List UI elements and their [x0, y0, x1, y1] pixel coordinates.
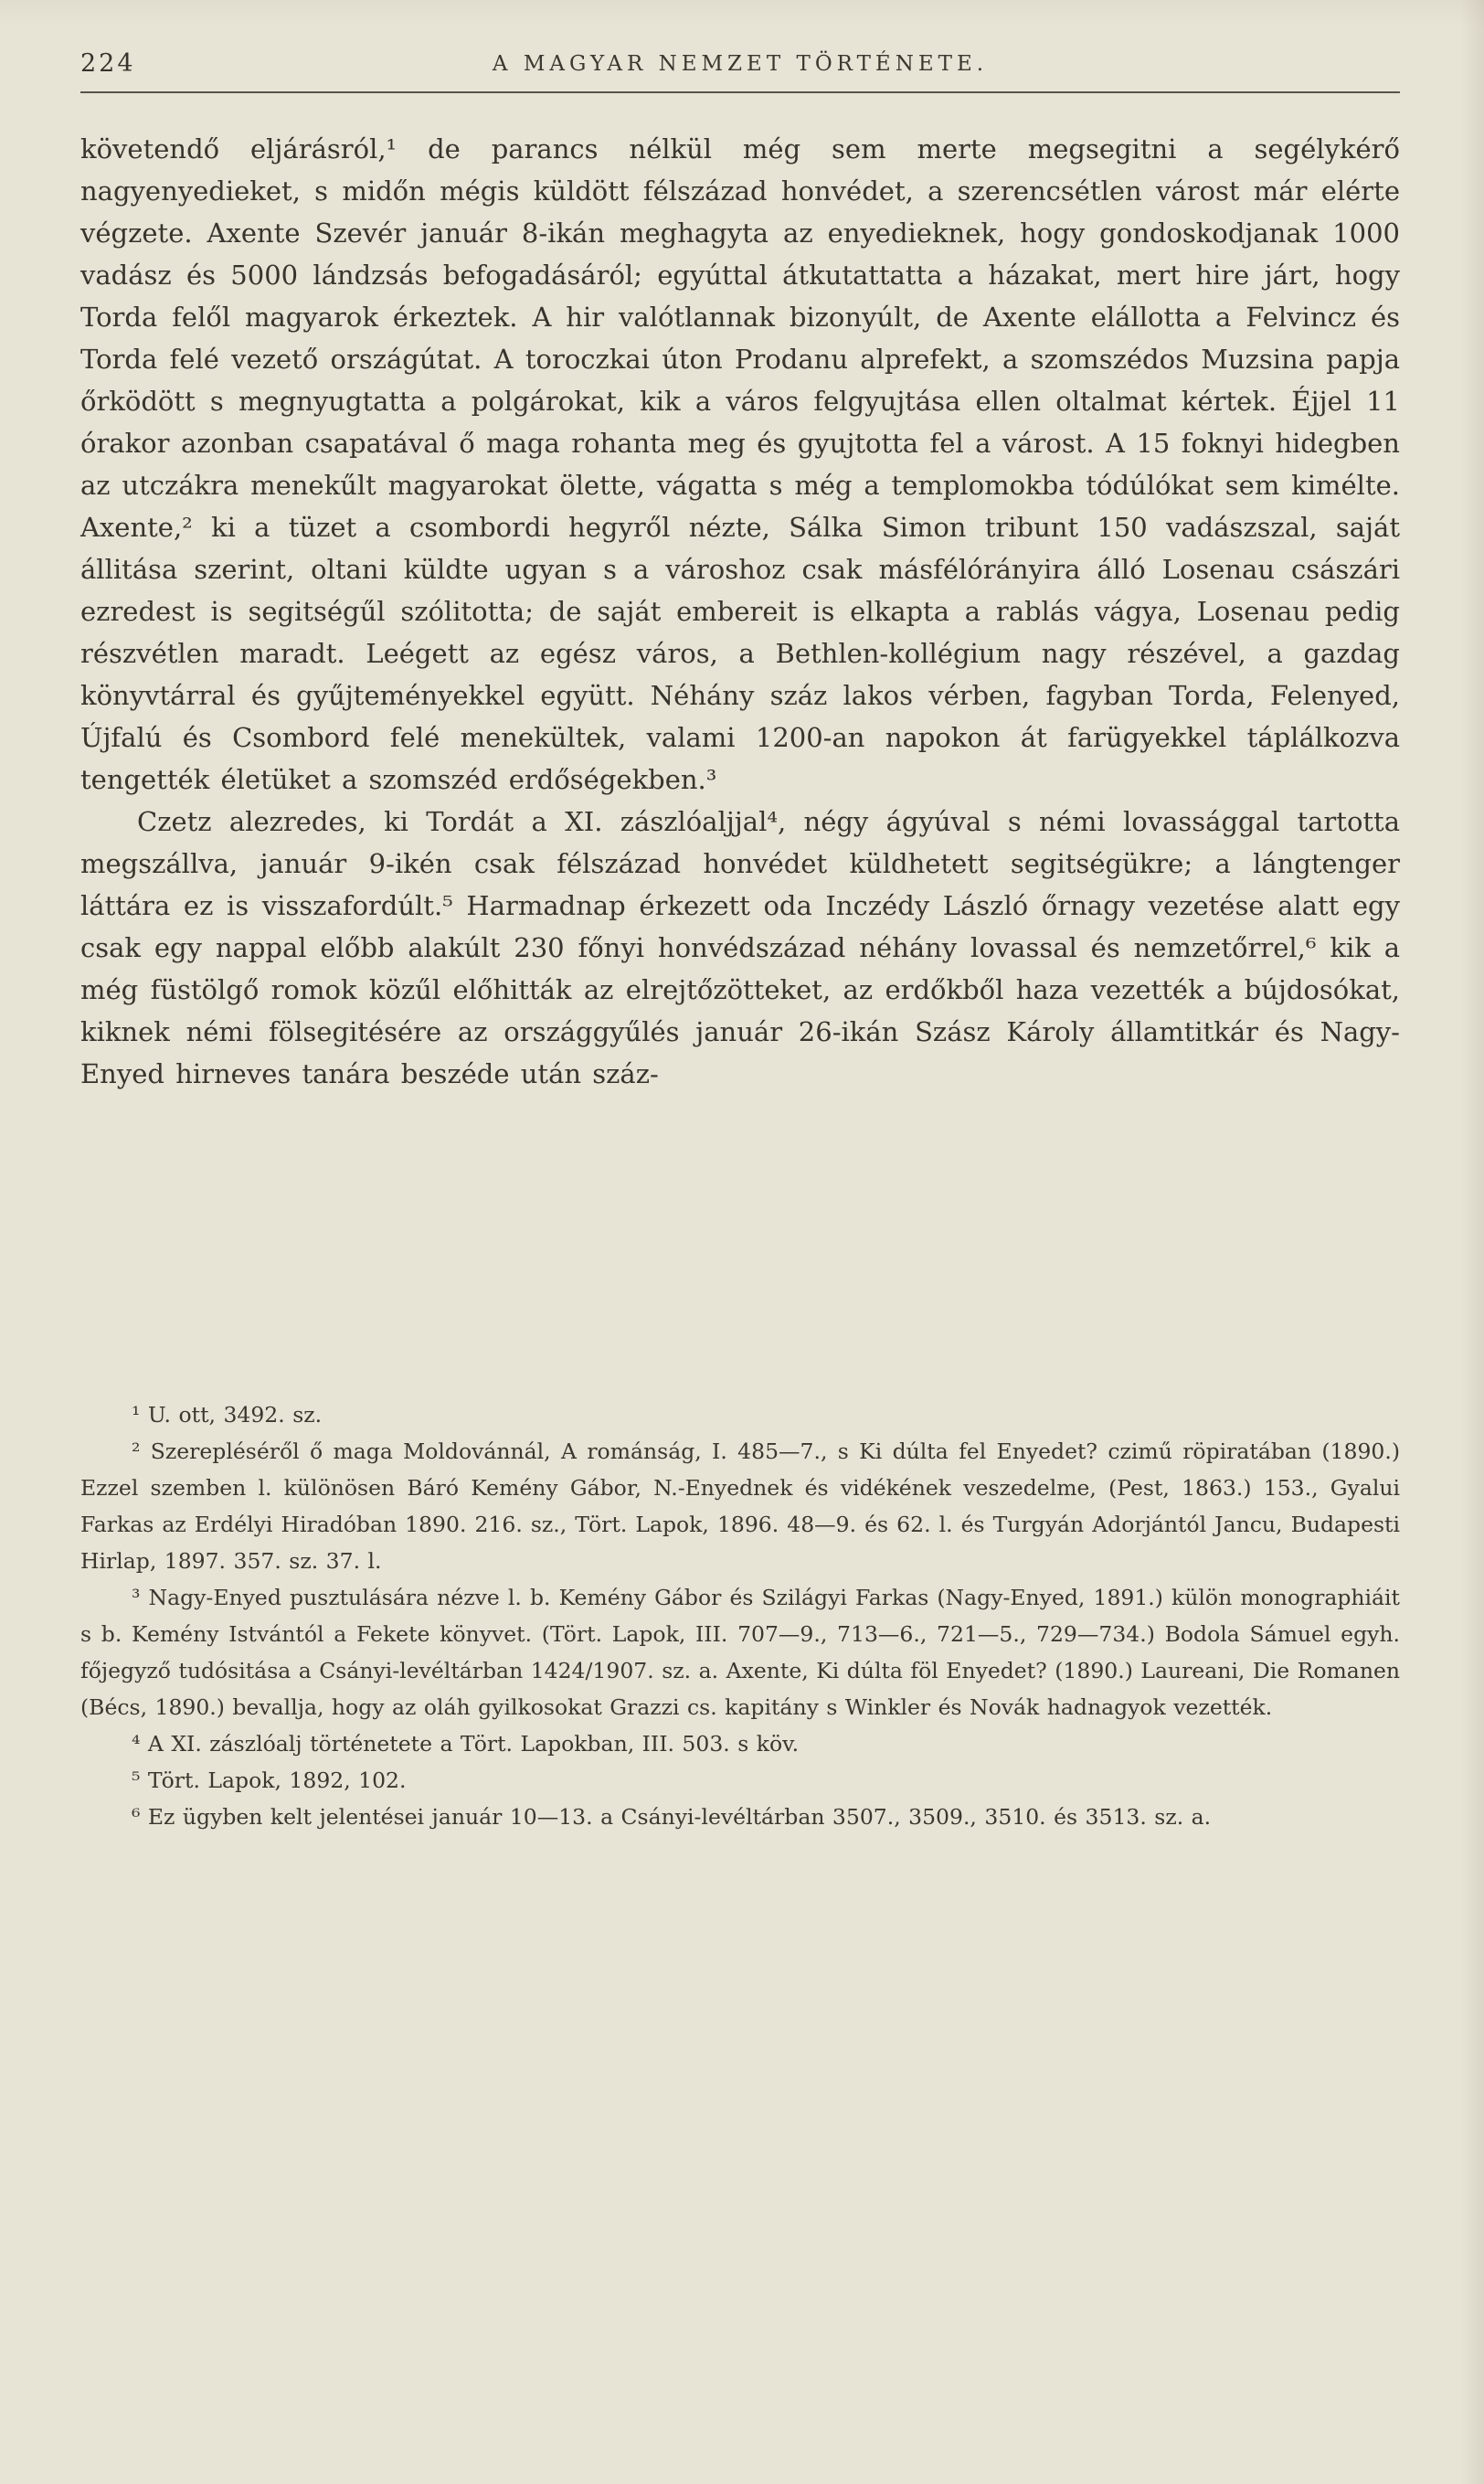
running-title: A MAGYAR NEMZET TÖRTÉNETE.	[492, 52, 989, 76]
footnote-6: ⁶ Ez ügyben kelt jelentései január 10—13. a Csányi-levéltárban 3507., 3509., 3510. és 3513. sz. a.	[132, 1804, 1212, 1830]
paragraph-1: követendő eljárásról,¹ de parancs nélkül még sem merte megsegitni a segélykérő nagyenyedieket, s midőn mégis küldött félszázad honvédet, a szerencsétlen várost már elérte végzete. Axente Szevér január 8-ikán meghagyta az enyedieknek, hogy gondoskodjanak 1000 vadász és 5000 lándzsás befogadásáról; egyúttal átkutattatta a házakat, mert hire járt, hogy Torda felől magyarok érkeztek. A hir valótlannak bizonyúlt, de Axente elállotta a Felvincz és Torda felé vezető országútat. A toroczkai úton Prodanu alprefekt, a szomszédos Muzsina papja őrködött s megnyugtatta a polgárokat, kik a város felgyujtása ellen oltalmat kértek. Éjjel 11 órakor azonban csapatával ő maga rohanta meg és gyujtotta fel a várost. A 15 foknyi hidegben az utczákra menekűlt magyarokat ölette, vágatta s még a templomokba tódúlókat sem kimélte. Axente,² ki a tüzet a csombordi hegyről nézte, Sálka Simon tribunt 150 vadászszal, saját állitása szerint, oltani küldte ugyan s a városhoz csak másfélórányira álló Losenau császári ezredest is segitségűl szólitotta; de saját embereit is elkapta a rablás vágya, Losenau pedig részvétlen maradt. Leégett az egész város, a Bethlen-kollégium nagy részével, a gazdag könyvtárral és gyűjteményekkel együtt. Néhány száz lakos vérben, fagyban Torda, Felenyed, Újfalú és Csombord felé menekültek, valami 1200-an napokon át farügyekkel táplálkozva tengették életüket a szomszéd erdőségekben.³	[80, 133, 1400, 795]
footnote-2: ² Szerepléséről ő maga Moldovánnál, A románság, I. 485—7., s Ki dúlta fel Enyedet? czimű röpiratában (1890.) Ezzel szemben l. különösen Báró Kemény Gábor, N.-Enyednek és vidékének veszedelme, (Pest, 1863.) 153., Gyalui Farkas az Erdélyi Hiradóban 1890. 216. sz., Tört. Lapok, 1896. 48—9. és 62. l. és Turgyán Adorjántól Jancu, Budapesti Hirlap, 1897. 357. sz. 37. l.	[80, 1438, 1400, 1574]
footnote-3: ³ Nagy-Enyed pusztulására nézve l. b. Kemény Gábor és Szilágyi Farkas (Nagy-Enyed, 1891.) külön monographiáit s b. Kemény Istvántól a Fekete könyvet. (Tört. Lapok, III. 707—9., 713—6., 721—5., 729—734.) Bodola Sámuel egyh. főjegyző tudósitása a Csányi-levéltárban 1424/1907. sz. a. Axente, Ki dúlta föl Enyedet? (1890.) Laureani, Die Romanen (Bécs, 1890.) bevallja, hogy az oláh gyilkosokat Grazzi cs. kapitány s Winkler és Novák hadnagyok vezették.	[80, 1585, 1400, 1720]
footnote-5: ⁵ Tört. Lapok, 1892, 102.	[132, 1767, 407, 1793]
header-rule	[80, 91, 1400, 93]
footnote-4: ⁴ A XI. zászlóalj történetete a Tört. Lapokban, III. 503. s köv.	[132, 1731, 800, 1757]
page-header	[80, 49, 1400, 86]
paragraph-2: Czetz alezredes, ki Tordát a XI. zászlóaljjal⁴, négy ágyúval s némi lovassággal tartotta megszállva, január 9-ikén csak félszázad honvédet küldhetett segitségükre; a lángtenger láttára ez is visszafordúlt.⁵ Harmadnap érkezett oda Inczédy László őrnagy vezetése alatt egy csak egy nappal előbb alakúlt 230 főnyi honvédszázad néhány lovassal és nemzetőrrel,⁶ kik a még füstölgő romok közűl előhitták az elrejtőzötteket, az erdőkből haza vezették a bújdosókat, kiknek némi fölsegitésére az országgyűlés január 26-ikán Szász Károly államtitkár és Nagy-Enyed hirneves tanára beszéde után száz-	[80, 806, 1400, 1089]
body-text	[80, 128, 1400, 1095]
page-number: 224	[80, 49, 136, 78]
footnotes-section	[80, 1396, 1400, 1835]
footnote-1: ¹ U. ott, 3492. sz.	[132, 1402, 323, 1428]
